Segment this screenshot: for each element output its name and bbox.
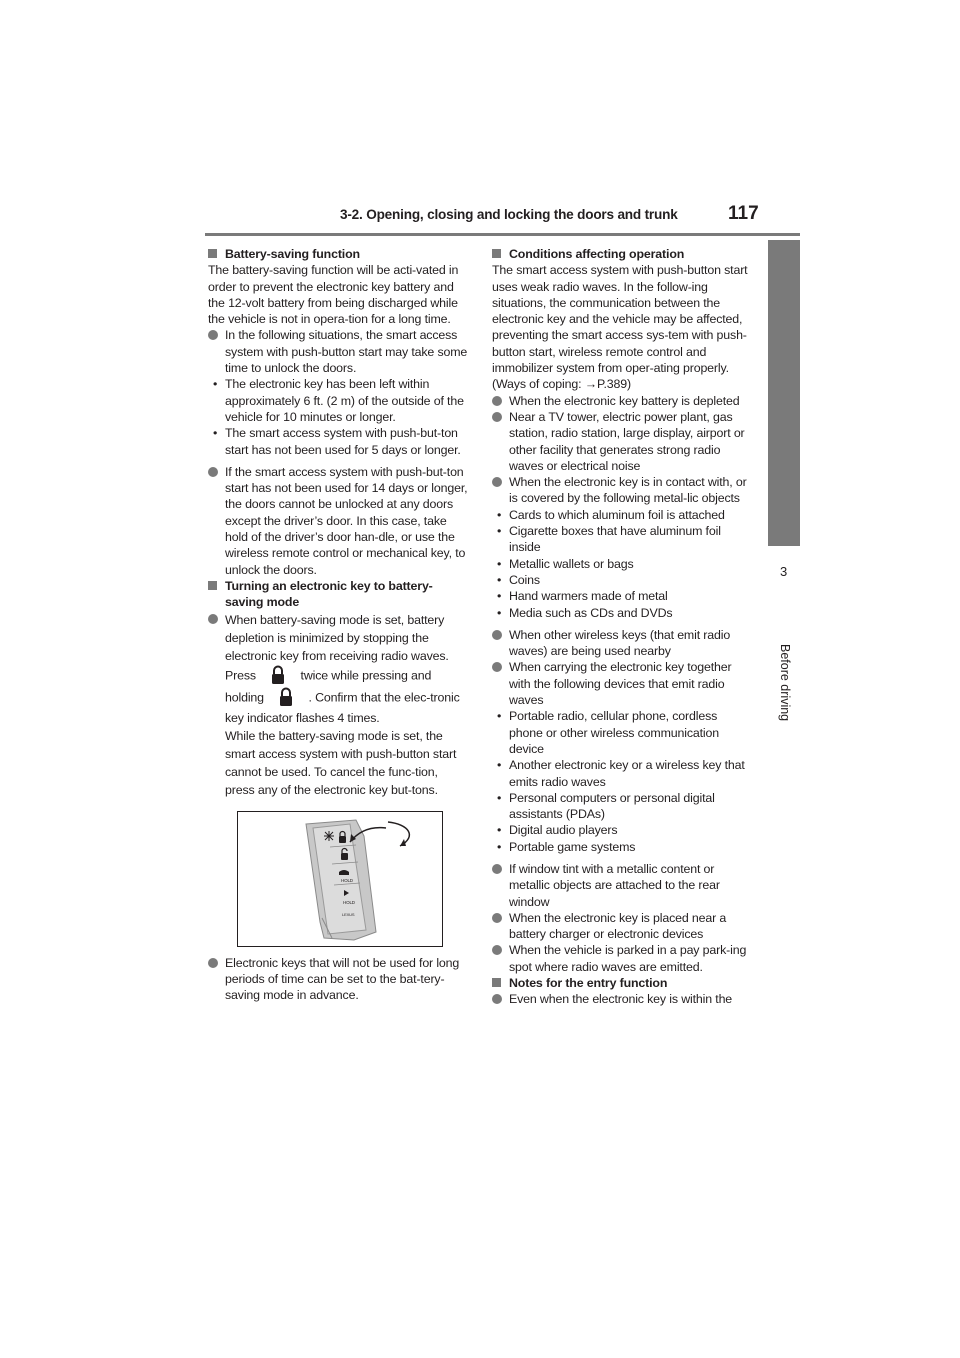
press-text: Press <box>225 667 256 682</box>
sub-bullet-item: • Coins <box>492 572 754 588</box>
holding-text-2: . Confirm that the elec-tronic key indicator flashes 4 times. <box>225 689 460 725</box>
right-column <box>492 246 754 1008</box>
sub-bullet-item: • Portable radio, cellular phone, cordless phone or other wireless communication device <box>492 708 754 757</box>
sub-bullet-item: • Media such as CDs and DVDs <box>492 605 754 621</box>
sub-bullet-item: • Another electronic key or a wireless key that emits radio waves <box>492 757 754 790</box>
press-instruction <box>208 665 470 727</box>
bullet-item: In the following situations, the smart access system with push-button start may take some time to unlock the doors. <box>208 327 470 376</box>
paragraph: The smart access system with push-button start uses weak radio waves. In the follow-ing situations, the communication between the electronic key and the vehicle may be affected, preventing the smart access sys-tem with push-button start, wireless remote control and immobilizer system from oper-ating properly. <box>492 263 748 376</box>
sub-bullet-item: • Portable game systems <box>492 839 754 855</box>
header-rule <box>205 233 800 236</box>
bullet-item: When battery-saving mode is set, battery depletion is minimized by stopping the electronic key from receiving radio waves. <box>208 611 470 665</box>
chapter-title: Before driving <box>778 644 792 722</box>
bullet-item: When the electronic key is in contact with, or is covered by the following metal-lic objects <box>492 474 754 507</box>
bullet-item: When other wireless keys (that emit radio waves) are being used nearby <box>492 627 754 660</box>
sub-bullet-item: • Cigarette boxes that have aluminum foil inside <box>492 523 754 556</box>
bullet-item: If the smart access system with push-but-ton start has not been used for 14 days or longer, the doors cannot be unlocked at any doors except the driver’s door. In this case, take hold of the driver’s door han-dle, or use the wireless remote control or mechanical key, to unlock the doors. <box>208 464 470 578</box>
figure-brand-label: LEXUS <box>342 911 355 917</box>
sub-bullet-item: • The smart access system with push-but-ton start has not been used for 5 days or longer. <box>208 425 470 458</box>
lock-button-icon <box>259 665 297 687</box>
electronic-key-illustration <box>238 812 442 946</box>
bullet-item: Electronic keys that will not be used for long periods of time can be set to the bat-tery-saving mode in advance. <box>208 955 470 1004</box>
sub-bullet-item: • Cards to which aluminum foil is attached <box>492 507 754 523</box>
sub-bullet-item: • Metallic wallets or bags <box>492 556 754 572</box>
sub-bullet-item: • Digital audio players <box>492 822 754 838</box>
sub-bullet-item: • Personal computers or personal digital assistants (PDAs) <box>492 790 754 823</box>
page-number: 117 <box>728 203 759 224</box>
sub-bullet-item: • The electronic key has been left within approximately 6 ft. (2 m) of the outside of the vehicle for 10 minutes or longer. <box>208 376 470 425</box>
paragraph: The battery-saving function will be acti-vated in order to prevent the electronic key battery and the 12-volt battery from being discharged while the vehicle is not in opera-tion for a long time. <box>208 263 459 327</box>
section-heading: Turning an electronic key to battery-saving mode <box>208 578 470 611</box>
holding-text: holding <box>225 689 264 704</box>
sub-bullet-item: • Hand warmers made of metal <box>492 588 754 604</box>
left-column <box>208 246 470 1003</box>
electronic-key-figure <box>237 811 443 947</box>
paragraph: While the battery-saving mode is set, the smart access system with push-button start cannot be used. To cancel the func-tion, press any of the electronic key but-tons. <box>225 728 457 797</box>
section-heading: Conditions affecting operation <box>492 246 754 262</box>
ways-of-coping-reference: (Ways of coping: →P.389) <box>492 377 631 392</box>
section-heading: Battery-saving function <box>208 246 470 262</box>
bullet-item: When the electronic key is placed near a battery charger or electronic devices <box>492 910 754 943</box>
bullet-item: When the vehicle is parked in a pay park-ing spot where radio waves are emitted. <box>492 942 754 975</box>
page-header-title: 3-2. Opening, closing and locking the doors and trunk <box>340 207 678 222</box>
bullet-item: Near a TV tower, electric power plant, gas station, radio station, large display, airport or other facility that generates strong radio waves or electrical noise <box>492 409 754 474</box>
bullet-item: When the electronic key battery is depleted <box>492 393 754 409</box>
bullet-item: When carrying the electronic key together with the following devices that emit radio waves <box>492 659 754 708</box>
section-heading: Notes for the entry function <box>492 975 754 991</box>
figure-hold-label-1: HOLD <box>341 877 353 883</box>
press-text-2: twice while pressing and <box>300 667 432 682</box>
figure-hold-label-2: HOLD <box>343 899 355 905</box>
chapter-number: 3 <box>780 564 788 579</box>
bullet-item: Even when the electronic key is within the <box>492 991 754 1007</box>
chapter-side-tab <box>768 240 800 546</box>
lock-button-icon <box>267 687 305 709</box>
bullet-item: If window tint with a metallic content or metallic objects are attached to the rear window <box>492 861 754 910</box>
